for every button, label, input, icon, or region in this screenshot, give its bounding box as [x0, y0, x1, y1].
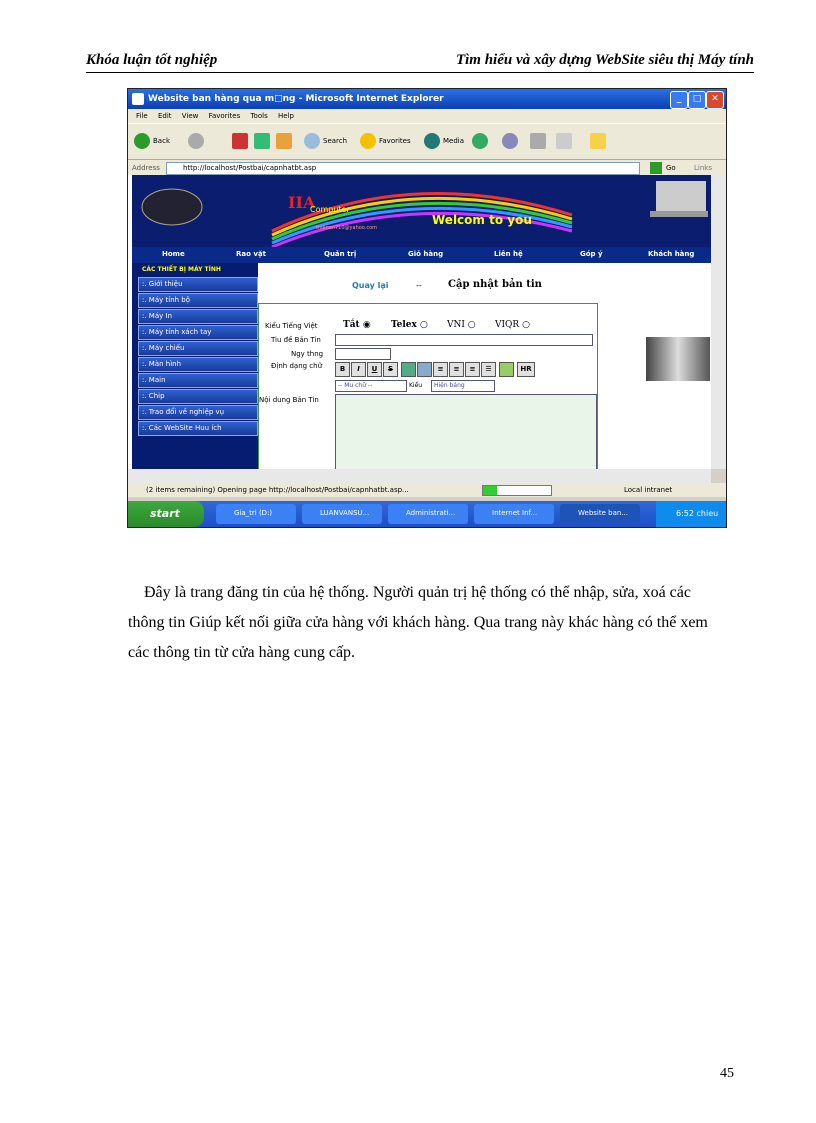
- content-label: Nội dung Bản Tin: [259, 396, 319, 404]
- strike-button[interactable]: S: [383, 362, 398, 377]
- address-label: Address: [132, 164, 160, 172]
- nav-quan-tri[interactable]: Quản trị: [324, 250, 357, 258]
- align-center-icon[interactable]: ≡: [449, 362, 464, 377]
- menu-bar: [128, 109, 726, 123]
- underline-button[interactable]: U: [367, 362, 382, 377]
- banner-art: [132, 175, 711, 247]
- welcome-text: Welcom to you: [432, 213, 532, 227]
- page-viewport: [128, 175, 711, 469]
- mail-button[interactable]: [502, 133, 518, 149]
- zone-label: Local intranet: [624, 486, 673, 494]
- clock: 6:52 chieu: [676, 509, 719, 518]
- title-dash: --: [416, 281, 422, 290]
- style-label: Kiểu: [409, 382, 423, 389]
- task-item[interactable]: Gia_tri (D:): [216, 504, 296, 524]
- history-button[interactable]: [472, 133, 488, 149]
- messenger-button[interactable]: [590, 133, 606, 149]
- format-toolbar: [335, 362, 585, 376]
- title-label: Tiu đề Bản Tin: [271, 336, 321, 344]
- refresh-icon: [254, 133, 270, 149]
- nav-khach-hang[interactable]: Khách hàng: [648, 250, 695, 258]
- sidebar-title: CÁC THIẾT BỊ MÁY TÍNH: [142, 266, 221, 273]
- taskbar: [128, 501, 726, 527]
- sidebar-item-trao-doi[interactable]: :. Trao đổi về nghiệp vụ: [138, 405, 258, 420]
- email-text: thienan710@yahoo.com: [316, 225, 378, 231]
- color-icon[interactable]: [401, 362, 416, 377]
- task-item[interactable]: Website ban...: [560, 504, 640, 524]
- favorites-button[interactable]: Favorites: [360, 133, 411, 149]
- main-content: [258, 263, 711, 469]
- address-input[interactable]: [166, 162, 640, 175]
- bold-button[interactable]: B: [335, 362, 350, 377]
- refresh-button[interactable]: [254, 133, 270, 149]
- title-bar: [128, 89, 726, 109]
- font-select[interactable]: -- Mu chữ --: [335, 380, 407, 392]
- search-button[interactable]: Search: [304, 133, 347, 149]
- status-bar: [128, 483, 726, 497]
- start-button[interactable]: start: [128, 501, 204, 527]
- vn-label: Kiểu Tiếng Việt: [265, 322, 318, 330]
- radio-vni[interactable]: VNI ○: [447, 320, 476, 330]
- folder-icon: [590, 133, 606, 149]
- system-tray: [656, 501, 726, 527]
- sidebar: [132, 263, 258, 469]
- horizontal-scrollbar[interactable]: [128, 469, 711, 483]
- menu-help[interactable]: Help: [277, 112, 294, 120]
- sidebar-item-gioi-thieu[interactable]: :. Giới thiệu: [138, 277, 258, 292]
- align-right-icon[interactable]: ≡: [465, 362, 480, 377]
- go-label[interactable]: Go: [666, 164, 676, 172]
- star-icon: [360, 133, 376, 149]
- stop-icon: [232, 133, 248, 149]
- content-textarea[interactable]: [335, 394, 597, 469]
- style-select[interactable]: Hiện bảng: [431, 380, 495, 392]
- sidebar-item-laptop[interactable]: :. Máy tính xách tay: [138, 325, 258, 340]
- date-label: Ngy thng: [291, 350, 324, 358]
- back-arrow-icon: [134, 133, 150, 149]
- page-number: 45: [720, 1066, 734, 1081]
- window-title: Website ban hàng qua m□ng - Microsoft Internet Explorer: [148, 94, 444, 104]
- radio-tat[interactable]: Tắt ◉: [343, 320, 371, 330]
- menu-file[interactable]: File: [136, 112, 148, 120]
- radio-viqr[interactable]: VIQR ○: [495, 320, 530, 330]
- menu-view[interactable]: View: [181, 112, 199, 120]
- task-item[interactable]: Internet Inf...: [474, 504, 554, 524]
- format-label: Định dạng chữ: [271, 362, 323, 370]
- progress-fill: [483, 486, 497, 495]
- date-input[interactable]: [335, 348, 391, 360]
- site-banner: [132, 175, 711, 247]
- close-button[interactable]: ✕: [706, 91, 724, 109]
- sidebar-item-may-chieu[interactable]: :. Máy chiếu: [138, 341, 258, 356]
- table-icon[interactable]: [499, 362, 514, 377]
- sidebar-item-may-tinh-bo[interactable]: :. Máy tính bộ: [138, 293, 258, 308]
- back-button[interactable]: Back: [134, 133, 170, 149]
- italic-button[interactable]: I: [351, 362, 366, 377]
- image-icon[interactable]: [417, 362, 432, 377]
- body-paragraph: Đây là trang đăng tin của hệ thống. Người quản trị hệ thống có thể nhập, sửa, xoá các thông tin Giúp kết nối giữa cửa hàng với khách hàng. Qua trang này khác hàng có thể xem các thông tin từ cửa hàng cung cấp.: [128, 584, 708, 661]
- back-link[interactable]: Quay lại: [352, 281, 389, 290]
- nav-gio-hang[interactable]: Giỏ hàng: [408, 250, 444, 258]
- menu-favorites[interactable]: Favorites: [208, 112, 241, 120]
- home-icon: [276, 133, 292, 149]
- browser-screenshot: [127, 88, 727, 528]
- toolbar: [128, 123, 726, 160]
- printer-icon: [530, 133, 546, 149]
- home-button[interactable]: [276, 133, 292, 149]
- maximize-button[interactable]: □: [688, 91, 706, 109]
- nav-gop-y[interactable]: Góp ý: [580, 250, 603, 258]
- list-icon[interactable]: ☰: [481, 362, 496, 377]
- status-text: (2 items remaining) Opening page http://localhost/Postbai/capnhatbt.asp...: [146, 486, 409, 494]
- nav-home[interactable]: Home: [162, 250, 185, 258]
- edit-button[interactable]: [556, 133, 572, 149]
- minimize-button[interactable]: _: [670, 91, 688, 109]
- site-nav: [132, 247, 711, 263]
- go-arrow-icon[interactable]: [650, 162, 662, 174]
- header-right: Tìm hiểu và xây dựng WebSite siêu thị Máy tính: [455, 52, 754, 68]
- edit-icon: [556, 133, 572, 149]
- search-icon: [304, 133, 320, 149]
- sidebar-item-websites[interactable]: :. Các WebSite Huu ích: [138, 421, 258, 436]
- vertical-scrollbar[interactable]: [711, 175, 726, 469]
- sidebar-item-man-hinh[interactable]: :. Màn hình: [138, 357, 258, 372]
- logo-text: IIA: [288, 193, 316, 212]
- address-bar: [128, 159, 726, 176]
- logo-sub: Computer: [310, 205, 350, 214]
- task-item[interactable]: LUANVANSU...: [302, 504, 382, 524]
- history-icon: [472, 133, 488, 149]
- ad-image: [646, 337, 710, 381]
- links-label[interactable]: Links: [694, 164, 712, 172]
- hr-button[interactable]: HR: [517, 362, 535, 377]
- ie-icon: [132, 93, 144, 105]
- media-button[interactable]: Media: [424, 133, 464, 149]
- task-item[interactable]: Administrati...: [388, 504, 468, 524]
- nav-rao-vat[interactable]: Rao vặt: [236, 250, 266, 258]
- forward-arrow-icon: [188, 133, 204, 149]
- align-left-icon[interactable]: ≡: [433, 362, 448, 377]
- stop-button[interactable]: [232, 133, 248, 149]
- page-header: [86, 50, 754, 73]
- news-form: [258, 303, 598, 469]
- header-left: Khóa luận tốt nghiệp: [86, 52, 218, 68]
- progress-bar: [482, 485, 552, 496]
- page-heading: Cập nhật bản tin: [448, 279, 542, 290]
- sidebar-item-chip[interactable]: :. Chip: [138, 389, 258, 404]
- sidebar-item-may-in[interactable]: :. Máy In: [138, 309, 258, 324]
- address-url: http://localhost/Postbai/capnhatbt.asp: [183, 164, 317, 172]
- nav-lien-he[interactable]: Liên hệ: [494, 250, 523, 258]
- mail-icon: [502, 133, 518, 149]
- print-button[interactable]: [530, 133, 546, 149]
- menu-tools[interactable]: Tools: [250, 112, 268, 120]
- sidebar-item-main[interactable]: :. Main: [138, 373, 258, 388]
- title-input[interactable]: [335, 334, 593, 346]
- radio-telex[interactable]: Telex ○: [391, 320, 428, 330]
- media-icon: [424, 133, 440, 149]
- forward-button[interactable]: [188, 133, 204, 149]
- menu-edit[interactable]: Edit: [157, 112, 172, 120]
